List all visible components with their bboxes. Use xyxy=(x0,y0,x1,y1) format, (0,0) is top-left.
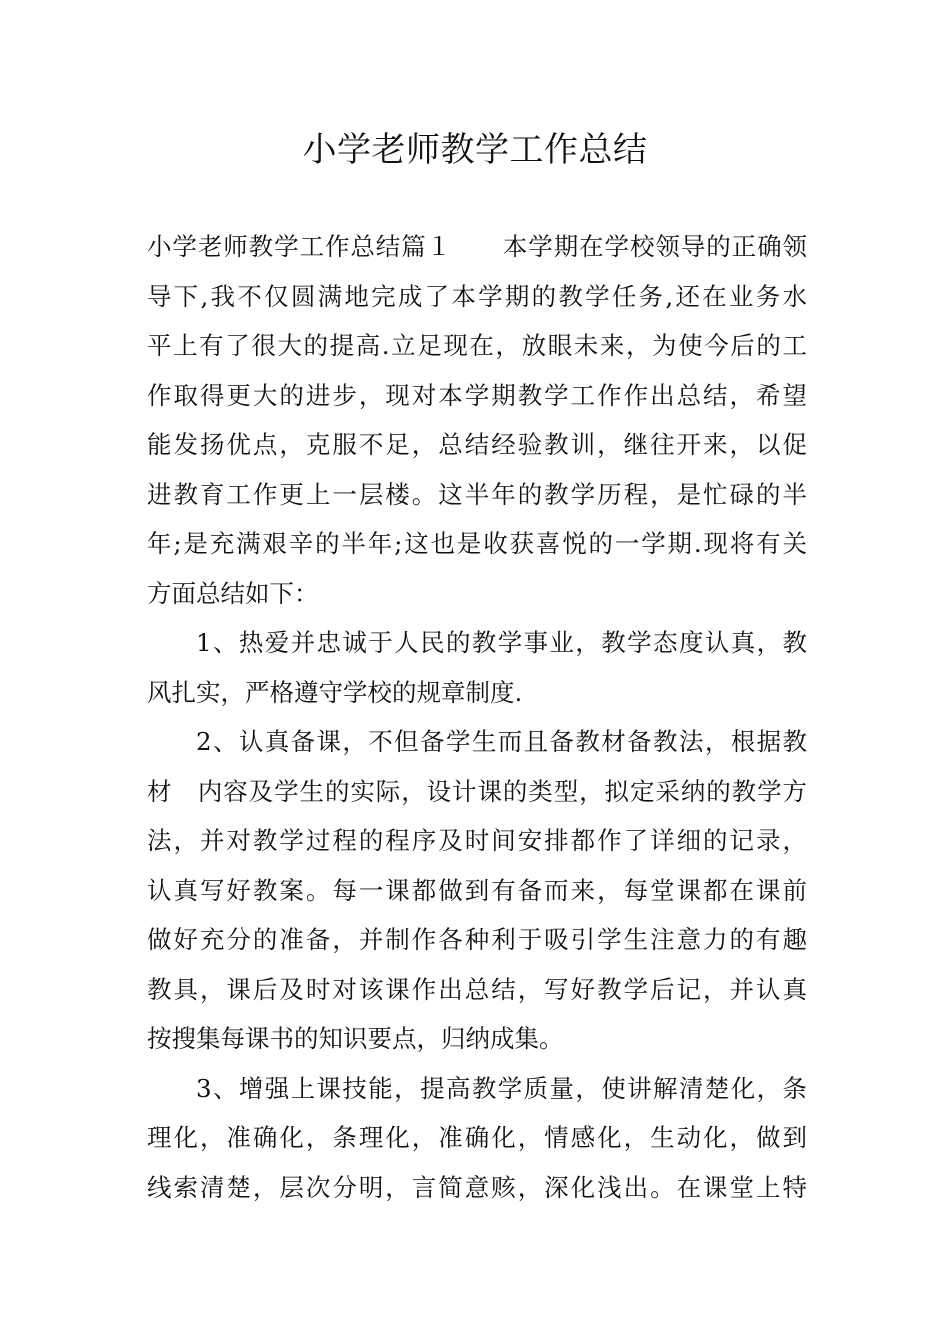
body-line: 作取得更大的进步，现对本学期教学工作作出总结，希望 xyxy=(147,380,807,410)
document-title: 小学老师教学工作总结 xyxy=(302,130,648,170)
body-line: 认真写好教案。每一课都做到有备而来，每堂课都在课前 xyxy=(147,875,807,905)
body-line: 做好充分的准备，并制作各种利于吸引学生注意力的有趣 xyxy=(147,925,807,954)
body-line: 2、认真备课，不但备学生而且备教材备教法，根据教 xyxy=(196,727,807,756)
body-line: 理化，准确化，条理化，准确化，情感化，生动化，做到 xyxy=(147,1123,807,1152)
body-line: 法，并对教学过程的程序及时间安排都作了详细的记录， xyxy=(147,826,807,855)
body-line: 按搜集每课书的知识要点，归纳成集。 xyxy=(147,1024,564,1053)
body-line: 1、热爱并忠诚于人民的教学事业，教学态度认真，教 xyxy=(196,628,807,657)
body-line: 教具，课后及时对该课作出总结，写好教学后记，并认真 xyxy=(147,974,807,1004)
body-line: 风扎实，严格遵守学校的规章制度. xyxy=(147,677,523,707)
body-line: 年;是充满艰辛的半年;这也是收获喜悦的一学期.现将有关 xyxy=(147,529,807,558)
body-line: 小学老师教学工作总结篇１ 本学期在学校领导的正确领 xyxy=(147,232,807,261)
body-line: 导下,我不仅圆满地完成了本学期的教学任务,还在业务水 xyxy=(147,281,807,311)
body-line: 平上有了很大的提高.立足现在，放眼未来，为使今后的工 xyxy=(147,331,807,360)
body-line: 进教育工作更上一层楼。这半年的教学历程，是忙碌的半 xyxy=(147,479,807,509)
body-line: 线索清楚，层次分明，言简意赅，深化浅出。在课堂上特 xyxy=(147,1172,807,1202)
body-line: 材 内容及学生的实际，设计课的类型，拟定采纳的教学方 xyxy=(147,776,807,806)
body-line: 方面总结如下： xyxy=(147,578,319,608)
body-line: 能发扬优点，克服不足，总结经验教训，继往开来，以促 xyxy=(147,430,807,459)
document-body xyxy=(147,222,807,1212)
body-line: 3、增强上课技能，提高教学质量，使讲解清楚化，条 xyxy=(196,1073,807,1103)
